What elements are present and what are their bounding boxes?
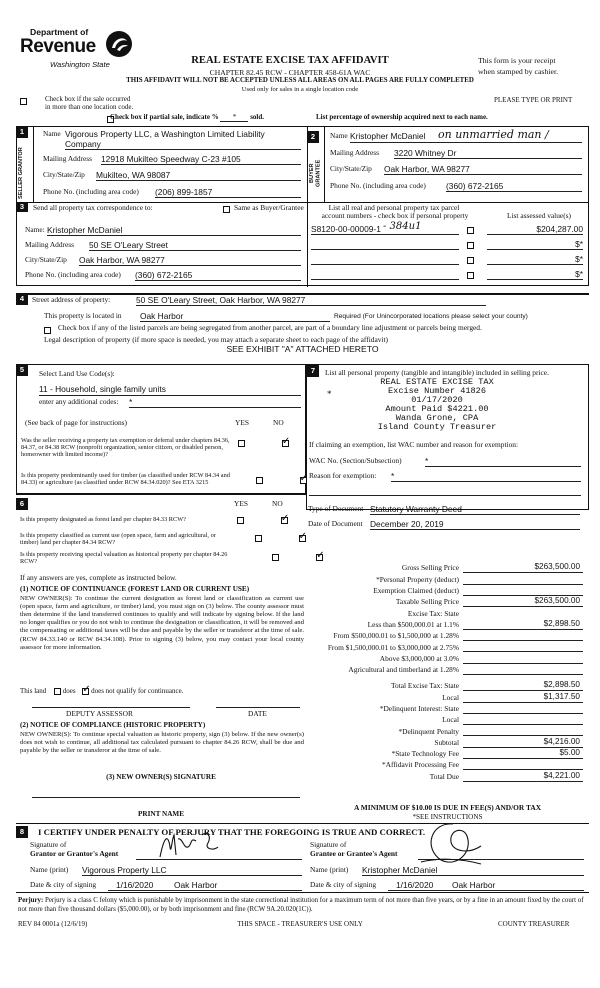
logo-department-of: Department of xyxy=(30,27,89,37)
exemption-instruction: If claiming an exemption, list WAC number and reason for exemption: xyxy=(309,440,519,449)
parcel-row xyxy=(311,239,587,251)
section-6-no-header: NO xyxy=(272,499,283,508)
multi-location-checkbox[interactable] xyxy=(20,98,27,105)
parcel-number[interactable] xyxy=(311,269,459,280)
wac-input[interactable]: * xyxy=(425,456,581,467)
parcel-row xyxy=(311,269,587,281)
additional-codes-label: enter any additional codes: xyxy=(39,397,119,406)
buyer-phone[interactable]: (360) 672-2165 xyxy=(446,181,582,192)
tax-row-delinquent-penalty: *Delinquent Penalty xyxy=(308,725,583,736)
parcel-header-1: List all real and personal property tax parcel xyxy=(328,203,460,212)
buyer-marital-status: on unmarried man / xyxy=(438,128,549,141)
buyer-address-label: Mailing Address xyxy=(330,148,380,157)
tax-row-bracket-2: From $500,000.01 to $1,500,000 at 1.28% xyxy=(308,630,583,641)
correspondence-city-label: City/State/Zip xyxy=(25,255,67,264)
stamp-line: Amount Paid $4221.00 xyxy=(385,404,489,415)
grantor-signature-label-2: Grantor or Grantor's Agent xyxy=(30,849,119,858)
assessed-value[interactable]: $204,287.00 xyxy=(487,224,583,235)
form-warning: THIS AFFIDAVIT WILL NOT BE ACCEPTED UNLESS ALL AREAS ON ALL PAGES ARE FULLY COMPLETED xyxy=(126,77,474,84)
personal-property-section xyxy=(306,364,589,510)
document-type[interactable]: Statutory Warranty Deed xyxy=(370,504,580,515)
property-location[interactable]: Oak Harbor xyxy=(140,311,330,322)
seller-address[interactable]: 12918 Mukilteo Speedway C-23 #105 xyxy=(101,154,301,165)
assessed-value-header: List assessed value(s) xyxy=(506,211,572,220)
seller-address-label: Mailing Address xyxy=(43,154,93,163)
grantor-signature-label-1: Signature of xyxy=(30,840,67,849)
partial-sale-line xyxy=(110,113,264,122)
tax-row-delinquent-interest-local: Local xyxy=(308,714,583,725)
buyer-phone-label: Phone No. (including area code) xyxy=(330,181,426,190)
seller-name-line-2[interactable]: Company xyxy=(65,139,301,150)
qualify-label: This land xyxy=(20,687,47,695)
document-date[interactable]: December 20, 2019 xyxy=(370,519,580,530)
treasurer-use-only: THIS SPACE - TREASURER'S USE ONLY xyxy=(237,920,363,928)
buyer-name[interactable]: Kristopher McDaniel xyxy=(350,131,426,141)
print-name-label: PRINT NAME xyxy=(138,810,184,818)
forest-land-no-checkbox[interactable] xyxy=(281,517,288,524)
tax-exemption-question: Was the seller receiving a property tax exemption or deferral under chapters 84.36, 84.37, or 84.38 RCW (nonprofit organization, senior citizen, or disabled person, homeowner with limited income)? xyxy=(21,437,230,459)
seller-phone-label: Phone No. (including area code) xyxy=(43,187,139,196)
tax-row-bracket-4: Above $3,000,000 at 3.0% xyxy=(308,652,583,663)
grantee-signature-label-1: Signature of xyxy=(310,840,347,849)
grantor-name-label: Name (print) xyxy=(30,865,69,874)
assessed-value[interactable]: $* xyxy=(487,269,583,280)
parcel-header-2: account numbers - check box if personal property xyxy=(321,211,469,220)
assessor-date-line[interactable] xyxy=(216,707,300,708)
land-use-code-select[interactable]: 11 - Household, single family units xyxy=(39,384,301,396)
timber-yes-checkbox[interactable] xyxy=(256,477,263,484)
personal-property-label: List all personal property (tangible and intangible) included in selling price. xyxy=(325,368,549,377)
section-4-number: 4 xyxy=(16,293,28,305)
wac-label: WAC No. (Section/Subsection) xyxy=(309,456,402,465)
personal-property-checkbox[interactable] xyxy=(467,272,474,279)
partial-sale-percent[interactable]: * xyxy=(220,113,248,122)
personal-property-checkbox[interactable] xyxy=(467,227,474,234)
buyer-grantee-side-label: BUYER GRANTEE xyxy=(309,159,322,187)
tax-row-total-due: Total Due $4,221.00 xyxy=(308,770,583,781)
if-yes-instruction: If any answers are yes, complete as instructed below. xyxy=(20,573,177,582)
correspondence-name[interactable]: Kristopher McDaniel xyxy=(47,225,301,236)
section-5-number: 5 xyxy=(16,364,28,376)
grantee-signing-city[interactable]: Oak Harbor xyxy=(452,880,496,890)
located-in-label: This property is located in xyxy=(44,311,122,320)
multi-location-label: Check box if the sale occurred xyxy=(45,95,131,103)
section-6-yes-header: YES xyxy=(234,499,248,508)
seller-grantor-side-label: SELLER GRANTOR xyxy=(18,147,24,199)
parcel-number[interactable] xyxy=(311,239,459,250)
stamp-line: Wanda Grone, CPA xyxy=(395,413,479,424)
document-type-label: Type of Document xyxy=(308,504,364,513)
assessed-value[interactable]: $* xyxy=(487,254,583,265)
legal-description-label: Legal description of property (if more space is needed, you may attach a separate sheet to each page of the affidavit) xyxy=(44,335,388,344)
partial-sale-suffix: sold. xyxy=(250,113,265,121)
new-owner-signature-line[interactable] xyxy=(32,797,300,798)
qualify-suffix: qualify for continuance. xyxy=(116,687,184,695)
current-use-question: Is this property classified as current use (open space, farm and agricultural, or timber) land per chapter 84.34 RCW? xyxy=(20,532,216,547)
ownership-percentage-note: List percentage of ownership acquired next to each name. xyxy=(316,113,488,121)
single-location-note: Used only for sales in a single location code xyxy=(241,86,359,93)
tax-row-gross-selling-price: Gross Selling Price $263,500.00 xyxy=(308,562,583,573)
correspondence-name-label: Name: xyxy=(25,225,45,234)
yes-header: YES xyxy=(235,418,249,427)
buyer-city-label: City/State/Zip xyxy=(330,164,372,173)
property-street-address[interactable]: 50 SE O'Leary Street, Oak Harbor, WA 98277 xyxy=(136,295,486,306)
correspondence-city[interactable]: Oak Harbor, WA 98277 xyxy=(79,255,301,266)
current-use-no-checkbox[interactable] xyxy=(299,535,306,542)
designation-section xyxy=(16,494,306,878)
receipt-note-2: when stamped by cashier. xyxy=(478,67,559,76)
section-7-number: 7 xyxy=(307,365,319,377)
section-2-number: 2 xyxy=(307,131,319,143)
compliance-text: NEW OWNER(S): To continue special valuation as historic property, sign (3) below. If the new owner(s) does not wish to continue, all additional tax calculated pursuant to chapter 84.26 RCW, shall be due and payable by the seller or transferor at the time of sale. xyxy=(20,731,304,755)
tax-computation xyxy=(308,562,583,782)
county-treasurer-label: COUNTY TREASURER xyxy=(498,920,570,928)
street-address-label: Street address of property: xyxy=(32,295,111,304)
grantee-name-label: Name (print) xyxy=(310,865,349,874)
grantor-signing-date[interactable]: 1/16/2020 xyxy=(116,880,154,890)
seller-city[interactable]: Mukilteo, WA 98087 xyxy=(96,170,301,181)
form-number: REV 84 0001a (12/6/19) xyxy=(18,920,88,928)
perjury-text: Perjury is a class C felony which is punishable by imprisonment in the state correctional institution for a maximum term of not more than five years, or by a fine in an amount fixed by the court of not more than five thousand dollars ($5,000.00), or by both imprisonment and fine (RCW 9A.20.020(1C)). xyxy=(18,897,584,913)
tax-row-subtotal: Subtotal $4,216.00 xyxy=(308,736,583,747)
grantee-print-name[interactable]: Kristopher McDaniel xyxy=(362,865,584,876)
grantor-signature xyxy=(156,827,236,863)
section-1-number: 1 xyxy=(16,126,28,138)
seller-name-label: Name xyxy=(43,129,61,138)
grantor-print-name[interactable]: Vigorous Property LLC xyxy=(82,865,302,876)
personal-property-checkbox[interactable] xyxy=(467,257,474,264)
historic-no-checkbox[interactable] xyxy=(316,554,323,561)
historic-question: Is this property receiving special valuation as historical property per chapter 84.26 RCW? xyxy=(20,551,228,566)
tax-exemption-yes-checkbox[interactable] xyxy=(238,440,245,447)
segregated-parcel-label: Check box if any of the listed parcels are being segregated from another parcel, are part of a boundary line adjustment or parcels being merged. xyxy=(58,323,482,332)
property-section xyxy=(16,293,589,361)
seller-section xyxy=(16,126,308,203)
perjury-notice xyxy=(18,897,586,914)
seller-phone[interactable]: (206) 899-1857 xyxy=(155,187,301,198)
parcel-row xyxy=(311,254,587,266)
tax-row-processing-fee: *Affidavit Processing Fee xyxy=(308,759,583,770)
land-use-section xyxy=(16,364,306,494)
certification-section xyxy=(16,823,589,893)
does-not-label: does not xyxy=(91,687,115,695)
tax-row-personal-property: *Personal Property (deduct) xyxy=(308,573,583,584)
perjury-label: Perjury: xyxy=(18,897,44,904)
certification-statement: I CERTIFY UNDER PENALTY OF PERJURY THAT THE FOREGOING IS TRUE AND CORRECT. xyxy=(38,827,426,837)
tax-row-exemption-claimed: Exemption Claimed (deduct) xyxy=(308,585,583,596)
historic-yes-checkbox[interactable] xyxy=(272,554,279,561)
exemption-reason-input[interactable]: * xyxy=(391,471,581,482)
multi-location-label-2: in more than one location code. xyxy=(45,103,134,111)
forest-land-yes-checkbox[interactable] xyxy=(237,517,244,524)
current-use-yes-checkbox[interactable] xyxy=(255,535,262,542)
tax-row-taxable-selling-price: Taxable Selling Price $263,500.00 xyxy=(308,596,583,607)
tax-row-bracket-3: From $1,500,000.01 to $3,000,000 at 2.75% xyxy=(308,641,583,652)
qualify-line xyxy=(20,687,183,695)
tax-row-technology-fee: *State Technology Fee $5.00 xyxy=(308,748,583,759)
exemption-reason-label: Reason for exemption: xyxy=(309,471,377,480)
grantee-date-label: Date & city of signing xyxy=(310,880,377,889)
seller-city-label: City/State/Zip xyxy=(43,170,85,179)
document-info xyxy=(306,500,589,540)
grantor-signing-city[interactable]: Oak Harbor xyxy=(174,880,218,890)
buyer-name-label: Name xyxy=(330,131,348,140)
assessed-value[interactable]: $* xyxy=(487,239,583,250)
deputy-assessor-line[interactable] xyxy=(32,707,190,708)
excise-stamp xyxy=(337,378,537,432)
dor-logo xyxy=(18,27,136,75)
correspondence-address[interactable]: 50 SE O'Leary Street xyxy=(89,240,301,251)
forest-land-question: Is this property designated as forest land per chapter 84.33 RCW? xyxy=(20,516,186,523)
document-date-label: Date of Document xyxy=(308,519,363,528)
dor-logo-emblem-icon xyxy=(104,29,134,59)
does-label: does xyxy=(62,687,76,695)
tax-row-agricultural: Agricultural and timberland at 1.28% xyxy=(308,664,583,675)
grantee-signature-label-2: Grantee or Grantee's Agent xyxy=(310,849,398,858)
partial-sale-label: Check box if partial sale, indicate % xyxy=(110,113,219,121)
correspondence-phone-label: Phone No. (including area code) xyxy=(25,270,121,279)
tax-row-bracket-1: Less than $500,000.01 at 1.1% $2,898.50 xyxy=(308,618,583,629)
compliance-heading: (2) NOTICE OF COMPLIANCE (HISTORIC PROPERTY) xyxy=(20,721,206,729)
deputy-assessor-label: DEPUTY ASSESSOR xyxy=(66,709,133,718)
additional-codes-input[interactable]: * xyxy=(129,397,301,408)
stamp-line: 01/17/2020 xyxy=(411,395,463,406)
land-use-label: Select Land Use Code(s): xyxy=(39,369,115,378)
continuance-text: NEW OWNER(S): To continue the current designation as forest land or classification as current use (open space, farm and agriculture, or timber) land, you must sign on (3) below. The county assessor must then determine if the land transferred continues to qualify and will indicate by signing below. If the land no longer qualifies or you do not wish to continue the designation or classification, it will be removed and the compensating or additional taxes will be due and payable by the seller or transferor at the time of sale. (RCW 84.33.140 or RCW 84.34.108). Prior to signing (3) below, you may contact your local county assessor for more information. xyxy=(20,595,304,651)
grantor-date-label: Date & city of signing xyxy=(30,880,97,889)
buyer-city[interactable]: Oak Harbor, WA 98277 xyxy=(384,164,582,175)
stamp-line: Island County Treasurer xyxy=(377,422,497,433)
does-not-checkbox[interactable] xyxy=(82,688,89,695)
grantee-signature xyxy=(411,818,491,868)
receipt-note-1: This form is your receipt xyxy=(478,56,556,65)
stamp-line: Excise Number 41826 xyxy=(388,386,486,397)
does-checkbox[interactable] xyxy=(54,688,61,695)
no-header: NO xyxy=(273,418,284,427)
section-6-number: 6 xyxy=(16,498,28,510)
legal-description-value[interactable]: SEE EXHIBIT "A" ATTACHED HERETO xyxy=(226,344,379,354)
correspondence-section xyxy=(16,202,589,286)
parcel-row xyxy=(311,221,587,236)
see-instructions-note: *SEE INSTRUCTIONS xyxy=(412,813,483,821)
print-instruction: PLEASE TYPE OR PRINT xyxy=(494,96,573,104)
personal-property-star: * xyxy=(327,389,332,399)
tax-exemption-no-checkbox[interactable] xyxy=(282,440,289,447)
location-required-note: Required (For Unincorporated locations please select your county) xyxy=(334,313,528,320)
form-chapter: CHAPTER 82.45 RCW - CHAPTER 458-61A WAC xyxy=(209,68,371,77)
seller-name-line-1[interactable]: Vigorous Property LLC, a Washington Limited Liability xyxy=(65,129,265,139)
assessor-date-label: DATE xyxy=(248,709,267,718)
section-3-number: 3 xyxy=(16,202,28,212)
parcel-handwritten-note: - 384u1 xyxy=(383,221,422,232)
minimum-due-note: A MINIMUM OF $10.00 IS DUE IN FEE(S) AND/OR TAX xyxy=(353,803,542,812)
buyer-address[interactable]: 3220 Whitney Dr xyxy=(394,148,582,159)
tax-row-excise-state: Excise Tax: State xyxy=(407,608,459,618)
form-title: REAL ESTATE EXCISE TAX AFFIDAVIT xyxy=(191,55,389,66)
correspondence-label: Send all property tax correspondence to: xyxy=(33,203,153,212)
logo-washington-state: Washington State xyxy=(50,60,110,69)
grantee-signing-date[interactable]: 1/16/2020 xyxy=(396,880,434,890)
buyer-section xyxy=(307,126,589,203)
tax-row-local: Local $1,317.50 xyxy=(308,691,583,702)
same-as-buyer-checkbox[interactable] xyxy=(223,206,230,213)
logo-revenue: Revenue xyxy=(20,36,96,57)
stamp-line: REAL ESTATE EXCISE TAX xyxy=(380,377,494,387)
section-8-number: 8 xyxy=(16,826,28,838)
tax-row-delinquent-interest-state: *Delinquent Interest: State xyxy=(308,703,583,714)
same-as-buyer-label: Same as Buyer/Grantee xyxy=(234,203,304,212)
continuance-heading: (1) NOTICE OF CONTINUANCE (FOREST LAND OR CURRENT USE) xyxy=(20,585,250,593)
timber-question: Is this property predominantly used for timber (as classified under RCW 84.34 and 84.33) or agriculture (as classified under RCW 84.34.020)? See ETA 3215 xyxy=(21,472,230,487)
parcel-number[interactable]: S8120-00-00009-1 xyxy=(311,224,459,235)
new-owner-signature-heading: (3) NEW OWNER(S) SIGNATURE xyxy=(106,773,216,781)
tax-row-total-excise-state: Total Excise Tax: State $2,898.50 xyxy=(308,680,583,691)
segregated-parcel-checkbox[interactable] xyxy=(44,327,51,334)
see-back-note: (See back of page for instructions) xyxy=(25,418,127,427)
correspondence-phone[interactable]: (360) 672-2165 xyxy=(135,270,301,281)
correspondence-address-label: Mailing Address xyxy=(25,240,75,249)
personal-property-checkbox[interactable] xyxy=(467,242,474,249)
parcel-number[interactable] xyxy=(311,254,459,265)
